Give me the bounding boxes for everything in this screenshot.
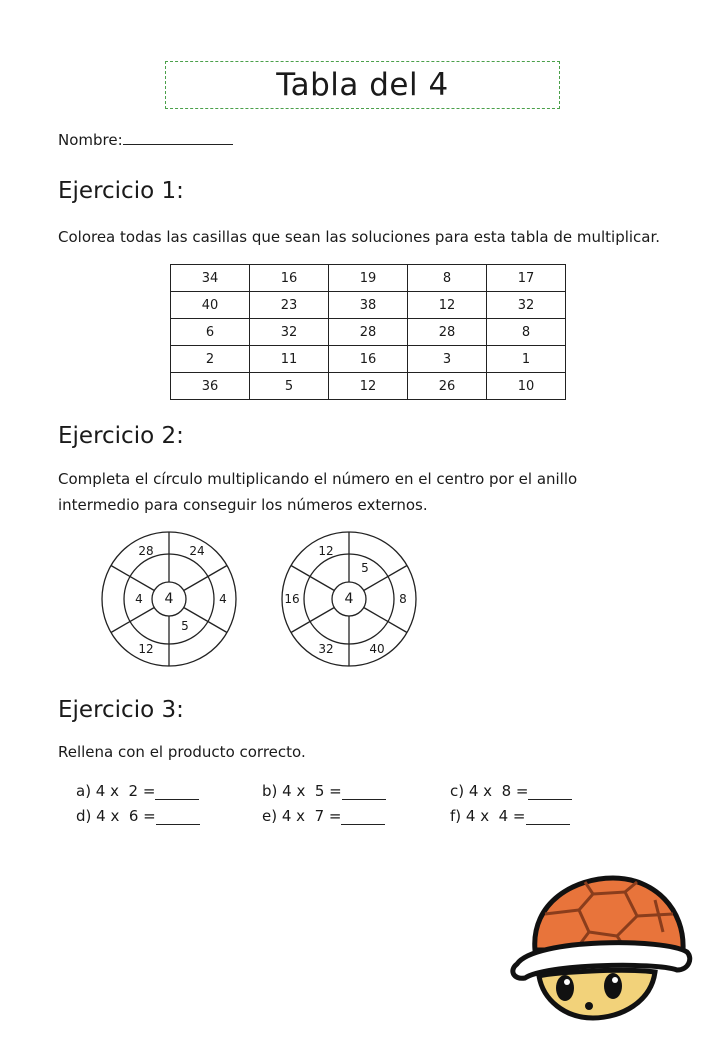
equation-label: c) 4 x 8 =: [450, 782, 529, 800]
answer-blank[interactable]: [526, 810, 570, 825]
grid-row: [171, 265, 566, 292]
equation-label: d) 4 x 6 =: [76, 807, 156, 825]
grid-cell[interactable]: 40: [171, 292, 250, 319]
equation-label: a) 4 x 2 =: [76, 782, 156, 800]
grid-cell[interactable]: 8: [487, 319, 566, 346]
grid-cell[interactable]: 2: [171, 346, 250, 373]
grid-cell[interactable]: 19: [329, 265, 408, 292]
grid-cell[interactable]: 34: [171, 265, 250, 292]
grid-row: [171, 346, 566, 373]
grid-row: [171, 292, 566, 319]
answer-blank[interactable]: [155, 785, 199, 800]
grid-cell[interactable]: 28: [329, 319, 408, 346]
wheel2-outer-bottom-right[interactable]: 40: [369, 642, 385, 656]
grid-cell[interactable]: 8: [408, 265, 487, 292]
wheel2-outer-bottom-left[interactable]: 32: [318, 642, 334, 656]
exercise2-instruction-line1: Completa el círculo multiplicando el número en el centro por el anillo: [58, 470, 578, 488]
grid-cell[interactable]: 16: [250, 265, 329, 292]
equation-label: f) 4 x 4 =: [450, 807, 526, 825]
number-grid: [170, 264, 566, 400]
name-label: Nombre:: [58, 131, 123, 149]
multiplication-wheel-2: [280, 527, 420, 671]
wheel2-outer-left[interactable]: 16: [284, 592, 300, 606]
exercise3-heading: Ejercicio 3:: [58, 697, 184, 723]
grid-cell[interactable]: 17: [487, 265, 566, 292]
wheel2-outer-right[interactable]: 8: [399, 592, 407, 606]
grid-cell[interactable]: 38: [329, 292, 408, 319]
answer-blank[interactable]: [342, 785, 386, 800]
grid-row: [171, 373, 566, 400]
grid-cell[interactable]: 1: [487, 346, 566, 373]
wheel1-outer-bottom-left[interactable]: 12: [138, 642, 154, 656]
grid-cell[interactable]: 5: [250, 373, 329, 400]
equation-d[interactable]: [76, 807, 200, 825]
exercise2-instruction-line2: intermedio para conseguir los números externos.: [58, 496, 428, 514]
equation-f[interactable]: [450, 807, 570, 825]
answer-blank[interactable]: [528, 785, 572, 800]
wheel1-middle-left[interactable]: 4: [135, 592, 143, 606]
wheel1-middle-right[interactable]: 4: [219, 592, 227, 606]
equation-label: e) 4 x 7 =: [262, 807, 342, 825]
exercise1-heading: Ejercicio 1:: [58, 178, 184, 204]
grid-cell[interactable]: 11: [250, 346, 329, 373]
page-title: Tabla del 4: [165, 61, 560, 109]
answer-blank[interactable]: [341, 810, 385, 825]
wheel1-outer-top-left[interactable]: 28: [138, 544, 154, 558]
grid-cell[interactable]: 16: [329, 346, 408, 373]
multiplication-wheel-1: [100, 527, 240, 671]
turtle-shell-illustration: [505, 872, 695, 1022]
grid-cell[interactable]: 10: [487, 373, 566, 400]
wheel1-middle-bottom-right[interactable]: 5: [181, 619, 189, 633]
wheel2-center: 4: [344, 591, 354, 607]
answer-blank[interactable]: [156, 810, 200, 825]
wheel1-center: 4: [164, 591, 174, 607]
grid-cell[interactable]: 12: [408, 292, 487, 319]
grid-cell[interactable]: 23: [250, 292, 329, 319]
grid-cell[interactable]: 12: [329, 373, 408, 400]
grid-cell[interactable]: 3: [408, 346, 487, 373]
wheel2-outer-top-left[interactable]: 12: [318, 544, 334, 558]
name-blank[interactable]: [123, 130, 233, 145]
grid-cell[interactable]: 36: [171, 373, 250, 400]
equation-b[interactable]: [262, 782, 386, 800]
grid-cell[interactable]: 32: [487, 292, 566, 319]
exercise1-instruction: Colorea todas las casillas que sean las soluciones para esta tabla de multiplicar.: [58, 228, 661, 246]
grid-cell[interactable]: 6: [171, 319, 250, 346]
exercise2-heading: Ejercicio 2:: [58, 423, 184, 449]
equation-label: b) 4 x 5 =: [262, 782, 342, 800]
grid-cell[interactable]: 26: [408, 373, 487, 400]
equation-e[interactable]: [262, 807, 385, 825]
name-field[interactable]: [58, 130, 233, 149]
exercise3-instruction: Rellena con el producto correcto.: [58, 743, 306, 761]
grid-row: [171, 319, 566, 346]
grid-cell[interactable]: 28: [408, 319, 487, 346]
equation-c[interactable]: [450, 782, 572, 800]
grid-cell[interactable]: 32: [250, 319, 329, 346]
equation-a[interactable]: [76, 782, 199, 800]
wheel1-outer-top-right[interactable]: 24: [189, 544, 205, 558]
wheel2-middle-top-right[interactable]: 5: [361, 561, 369, 575]
